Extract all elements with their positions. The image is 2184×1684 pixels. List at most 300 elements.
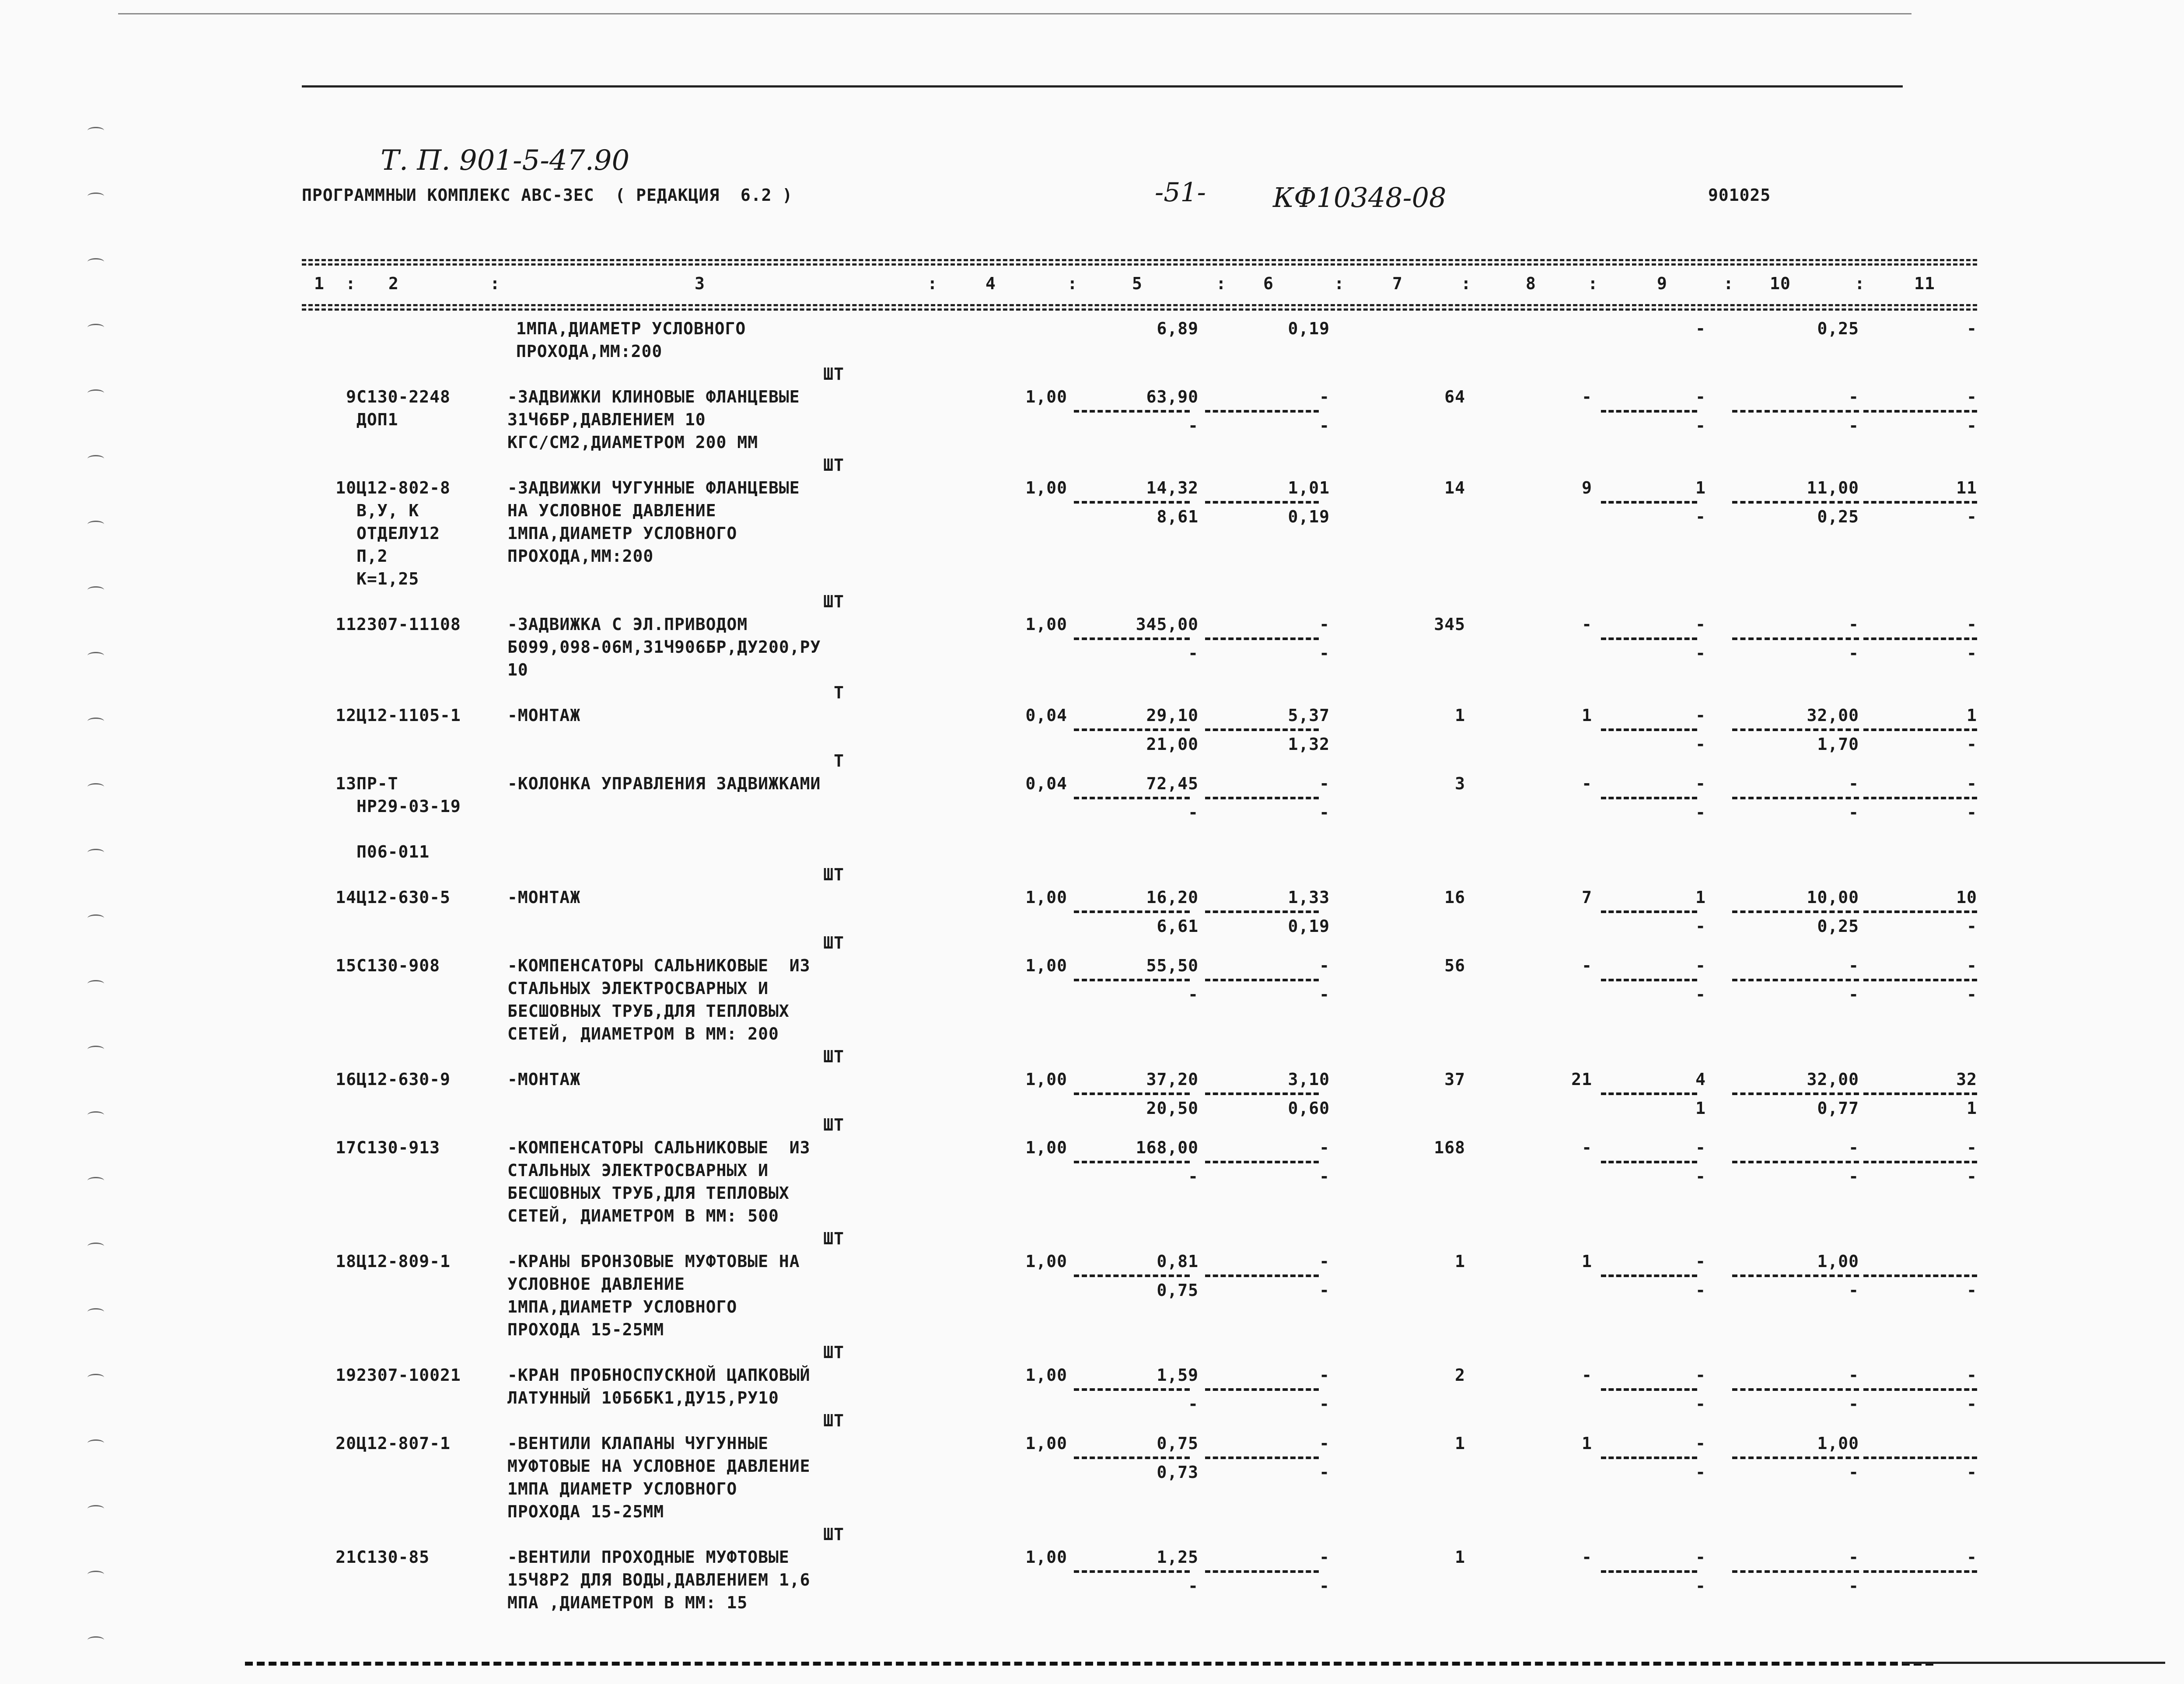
cell-c6-underline [1205, 1092, 1319, 1095]
cell-c10: 32,00 [1807, 1070, 1859, 1089]
cell-c9-underline [1601, 1570, 1697, 1573]
top-scan-line [118, 13, 1911, 14]
cell-c9-secondary: 1 [1695, 1099, 1706, 1118]
cell-c10-underline [1732, 979, 1859, 981]
cell-c10-secondary: - [1849, 1281, 1859, 1300]
cell-c6-secondary: - [1319, 985, 1330, 1004]
cell-c7: 2 [1455, 1365, 1465, 1385]
cell-c11-secondary: - [1967, 1167, 1977, 1186]
quantity: 1,00 [1025, 615, 1067, 634]
pricing-code: К=1,25 [356, 569, 419, 588]
cell-c8: 9 [1582, 478, 1592, 497]
cell-c6-underline [1205, 501, 1319, 504]
column-header-8: 8 [1526, 274, 1536, 293]
pricing-code: П,2 [356, 546, 388, 566]
cell-c6: - [1319, 1434, 1330, 1453]
item-name-line: -КОМПЕНСАТОРЫ САЛЬНИКОВЫЕ ИЗ [507, 1138, 811, 1157]
cell-c11-underline [1863, 910, 1977, 913]
item-name-line: СТАЛЬНЫХ ЭЛЕКТРОСВАРНЫХ И [507, 979, 769, 998]
cell-c5: 1,59 [1157, 1365, 1199, 1385]
cell-c11-secondary: - [1967, 985, 1977, 1004]
header-top-rule [302, 85, 1903, 88]
cell-c11: - [1967, 615, 1977, 634]
cell-c10-secondary: - [1849, 1576, 1859, 1596]
cell-c5-underline [1074, 1274, 1190, 1277]
cell-c6-secondary: 0,19 [1288, 319, 1330, 338]
binding-hole [87, 1111, 104, 1119]
cell-c8: 1 [1582, 1252, 1592, 1271]
table-header-bottom-rule [302, 304, 1977, 306]
item-name-line: -МОНТАЖ [507, 706, 581, 725]
cell-c9-secondary: - [1695, 1576, 1706, 1596]
program-title: ПРОГРАММНЫИ КОМПЛЕКС АВС-3ЕС ( РЕДАКЦИЯ 6.2 ) [302, 186, 793, 205]
cell-c6-underline [1205, 410, 1319, 413]
cell-c5-secondary: 0,75 [1157, 1281, 1199, 1300]
cell-c5: 37,20 [1146, 1070, 1199, 1089]
cell-c11-underline [1863, 728, 1977, 731]
item-name-line: СЕТЕЙ, ДИАМЕТРОМ В ММ: 500 [507, 1206, 779, 1225]
cell-c9-underline [1601, 1388, 1697, 1391]
item-name-line: 1МПА,ДИАМЕТР УСЛОВНОГО [507, 1297, 737, 1316]
binding-hole [87, 193, 104, 200]
cell-c7: 56 [1444, 956, 1465, 975]
cell-c8: - [1582, 1547, 1592, 1567]
pricing-code: НР29-03-19 [356, 797, 461, 816]
cell-c7: 168 [1434, 1138, 1465, 1157]
cell-c5-secondary: 8,61 [1157, 507, 1199, 526]
column-header-3: 3 [695, 274, 705, 293]
cell-c11-secondary: - [1967, 1463, 1977, 1482]
cell-c8: 7 [1582, 888, 1592, 907]
cell-c5: 63,90 [1146, 387, 1199, 406]
cell-c9: - [1695, 774, 1706, 793]
cell-c9-secondary: - [1695, 1281, 1706, 1300]
cell-c6-underline [1205, 1388, 1319, 1391]
cell-c5-secondary: - [1188, 416, 1199, 435]
cell-c11-secondary: - [1967, 416, 1977, 435]
continued-name-line: ПРОХОДА,ММ:200 [516, 342, 663, 361]
cell-c10-secondary: 1,70 [1817, 735, 1859, 754]
cell-c6: - [1319, 387, 1330, 406]
binding-hole [87, 914, 104, 922]
pricing-code: Ц12-809-1 [356, 1252, 451, 1271]
column-header-1: 1 [314, 274, 325, 293]
cell-c6-underline [1205, 910, 1319, 913]
cell-c6-secondary: - [1319, 644, 1330, 663]
pricing-code: ПР-Т [356, 774, 398, 793]
cell-c11-underline [1863, 1456, 1977, 1459]
column-header-7: 7 [1392, 274, 1403, 293]
pricing-code: С130-85 [356, 1547, 430, 1567]
item-name-line: ПРОХОДА,ММ:200 [507, 546, 654, 566]
item-name-line: -КРАНЫ БРОНЗОВЫЕ МУФТОВЫЕ НА [507, 1252, 800, 1271]
cell-c5-secondary: - [1188, 1394, 1199, 1414]
item-name-line: БЕСШОВНЫХ ТРУБ,ДЛЯ ТЕПЛОВЫХ [507, 1001, 790, 1021]
cell-c10: - [1849, 1365, 1859, 1385]
cell-c6: - [1319, 615, 1330, 634]
column-separator: : [1216, 274, 1227, 293]
cell-c10: - [1849, 956, 1859, 975]
cell-c6-underline [1205, 1570, 1319, 1573]
cell-c11: - [1967, 1138, 1977, 1157]
cell-c7: 1 [1455, 1252, 1465, 1271]
cell-c6: - [1319, 1252, 1330, 1271]
cell-c6: - [1319, 1365, 1330, 1385]
pricing-code: Ц12-630-5 [356, 888, 451, 907]
cell-c8: - [1582, 956, 1592, 975]
cell-c10: - [1849, 387, 1859, 406]
cell-c6: - [1319, 1138, 1330, 1157]
binding-hole [87, 455, 104, 462]
cell-c11-secondary: - [1967, 917, 1977, 936]
cell-c6-secondary: - [1319, 1463, 1330, 1482]
column-header-5: 5 [1132, 274, 1143, 293]
item-name-line: -ЗАДВИЖКИ КЛИНОВЫЕ ФЛАНЦЕВЫЕ [507, 387, 800, 406]
cell-c11: - [1967, 1365, 1977, 1385]
cell-c10-underline [1732, 1092, 1859, 1095]
quantity: 1,00 [1025, 956, 1067, 975]
sheet-code: КФ10348-08 [1273, 182, 1447, 214]
cell-c11: 1 [1967, 706, 1977, 725]
cell-c10: 10,00 [1807, 888, 1859, 907]
cell-c9-underline [1601, 410, 1697, 413]
cell-c10-secondary: - [1849, 1394, 1859, 1414]
cell-c9: 4 [1695, 1070, 1706, 1089]
item-name-line: 1МПА ДИАМЕТР УСЛОВНОГО [507, 1479, 737, 1498]
item-name-line: -ВЕНТИЛИ ПРОХОДНЫЕ МУФТОВЫЕ [507, 1547, 790, 1567]
cell-c5-underline [1074, 1388, 1190, 1391]
pricing-code: С130-913 [356, 1138, 440, 1157]
cell-c9-underline [1601, 797, 1697, 799]
cell-c10-underline [1732, 1570, 1859, 1573]
cell-c9-underline [1601, 637, 1697, 640]
unit-of-measure: Т [834, 683, 844, 702]
binding-hole [87, 1505, 104, 1512]
column-header-9: 9 [1657, 274, 1667, 293]
cell-c7: 37 [1444, 1070, 1465, 1089]
cell-c10-secondary: - [1849, 644, 1859, 663]
column-separator: : [1588, 274, 1598, 293]
cell-c6-underline [1205, 1274, 1319, 1277]
binding-hole [87, 1571, 104, 1578]
unit-of-measure: ШТ [823, 592, 844, 611]
cell-c5-underline [1074, 1161, 1190, 1163]
cell-c9: - [1695, 1547, 1706, 1567]
cell-c9: - [1695, 1138, 1706, 1157]
cell-c8: - [1582, 387, 1592, 406]
cell-c11-underline [1863, 637, 1977, 640]
cell-c6-secondary: - [1319, 1167, 1330, 1186]
cell-c5-secondary: - [1188, 1167, 1199, 1186]
quantity: 1,00 [1025, 1365, 1067, 1385]
cell-c10: 11,00 [1807, 478, 1859, 497]
unit-of-measure: ШТ [823, 1343, 844, 1362]
cell-c6-underline [1205, 797, 1319, 799]
cell-c11-secondary: 1 [1967, 1099, 1977, 1118]
cell-c6-secondary: 0,19 [1288, 507, 1330, 526]
cell-c7: 345 [1434, 615, 1465, 634]
binding-hole [87, 1177, 104, 1184]
cell-c11-underline [1863, 410, 1977, 413]
cell-c10: - [1849, 774, 1859, 793]
item-name-line: ПРОХОДА 15-25ММ [507, 1320, 664, 1339]
row-number: 15 [335, 956, 356, 975]
item-name-line: МПА ,ДИАМЕТРОМ В ММ: 15 [507, 1593, 748, 1612]
unit-of-measure: ШТ [823, 1229, 844, 1248]
cell-c6: 1,01 [1288, 478, 1330, 497]
cell-c9-secondary: - [1695, 416, 1706, 435]
item-name-line: КГС/СМ2,ДИАМЕТРОМ 200 ММ [507, 433, 758, 452]
cell-c7: 1 [1455, 706, 1465, 725]
row-number: 9 [346, 387, 356, 406]
cell-c10-underline [1732, 1161, 1859, 1163]
cell-c9-underline [1601, 910, 1697, 913]
pricing-code: С130-908 [356, 956, 440, 975]
cell-c10: - [1849, 1547, 1859, 1567]
cell-c11: - [1967, 774, 1977, 793]
binding-hole [87, 1636, 104, 1644]
unit-of-measure: ШТ [823, 1525, 844, 1544]
cell-c9-underline [1601, 1092, 1697, 1095]
cell-c5-underline [1074, 910, 1190, 913]
column-separator: : [1067, 274, 1078, 293]
cell-c5-underline [1074, 797, 1190, 799]
cell-c5: 72,45 [1146, 774, 1199, 793]
pricing-code: Ц12-802-8 [356, 478, 451, 497]
row-number: 12 [335, 706, 356, 725]
column-separator: : [1461, 274, 1471, 293]
cell-c10-underline [1732, 637, 1859, 640]
row-number: 10 [335, 478, 356, 497]
pricing-code: В,У, К [356, 501, 419, 520]
cell-c11-secondary: - [1967, 1394, 1977, 1414]
cell-c10-secondary: 0,25 [1817, 319, 1859, 338]
cell-c6-underline [1205, 728, 1319, 731]
cell-c9-underline [1601, 1456, 1697, 1459]
pricing-code: П06-011 [356, 842, 430, 861]
column-header-11: 11 [1914, 274, 1935, 293]
cell-c11-secondary: - [1967, 735, 1977, 754]
column-header-6: 6 [1263, 274, 1274, 293]
cell-c8: - [1582, 774, 1592, 793]
cell-c9: 1 [1695, 478, 1706, 497]
binding-hole [87, 586, 104, 594]
item-name-line: -ЗАДВИЖКА С ЭЛ.ПРИВОДОМ [507, 615, 748, 634]
cell-c8: 21 [1571, 1070, 1592, 1089]
row-number: 11 [335, 615, 356, 634]
quantity: 0,04 [1025, 706, 1067, 725]
cell-c10-secondary: - [1849, 1167, 1859, 1186]
cell-c5-secondary: - [1188, 985, 1199, 1004]
cell-c6-underline [1205, 1456, 1319, 1459]
item-name-line: СТАЛЬНЫХ ЭЛЕКТРОСВАРНЫХ И [507, 1161, 769, 1180]
cell-c6-underline [1205, 637, 1319, 640]
cell-c5: 168,00 [1136, 1138, 1199, 1157]
item-name-line: МУФТОВЫЕ НА УСЛОВНОЕ ДАВЛЕНИЕ [507, 1456, 811, 1476]
cell-c9: - [1695, 1252, 1706, 1271]
column-separator: : [346, 274, 356, 293]
cell-c10-underline [1732, 910, 1859, 913]
binding-hole [87, 718, 104, 725]
cell-c8: 1 [1582, 706, 1592, 725]
cell-c11-underline [1863, 979, 1977, 981]
cell-c10: - [1849, 615, 1859, 634]
unit-of-measure: ШТ [823, 865, 844, 884]
cell-c6-underline [1205, 979, 1319, 981]
pricing-code: ОТДЕЛУ12 [356, 524, 440, 543]
cell-c7: 1 [1455, 1547, 1465, 1567]
binding-hole [87, 849, 104, 856]
table-header-bottom-rule-2 [302, 308, 1977, 311]
cell-c5: 0,75 [1157, 1434, 1199, 1453]
row-number: 21 [335, 1547, 356, 1567]
cell-c10-secondary: - [1849, 1463, 1859, 1482]
cell-c11-underline [1863, 1570, 1977, 1573]
cell-c6-underline [1205, 1161, 1319, 1163]
cell-c5: 16,20 [1146, 888, 1199, 907]
item-name-line: -ЗАДВИЖКИ ЧУГУННЫЕ ФЛАНЦЕВЫЕ [507, 478, 800, 497]
quantity: 1,00 [1025, 1434, 1067, 1453]
cell-c6: 5,37 [1288, 706, 1330, 725]
pricing-code: ДОП1 [356, 410, 398, 429]
cell-c6: - [1319, 1547, 1330, 1567]
cell-c6: - [1319, 956, 1330, 975]
cell-c11: - [1967, 956, 1977, 975]
handwritten-project-number: Т. П. 901-5-47.90 [381, 144, 630, 177]
cell-c9-secondary: - [1695, 644, 1706, 663]
pricing-code: Ц12-807-1 [356, 1434, 451, 1453]
continued-name-line: 1МПА,ДИАМЕТР УСЛОВНОГО [516, 319, 746, 338]
unit-of-measure: ШТ [823, 933, 844, 952]
cell-c10-underline [1732, 410, 1859, 413]
cell-c5-underline [1074, 637, 1190, 640]
cell-c10-secondary: 0,25 [1817, 917, 1859, 936]
cell-c5-secondary: 0,73 [1157, 1463, 1199, 1482]
cell-c9-secondary: - [1695, 319, 1706, 338]
binding-hole [87, 980, 104, 987]
cell-c7: 14 [1444, 478, 1465, 497]
cell-c9-underline [1601, 1161, 1697, 1163]
cell-c9-underline [1601, 501, 1697, 504]
cell-c9-secondary: - [1695, 917, 1706, 936]
item-name-line: ПРОХОДА 15-25ММ [507, 1502, 664, 1521]
binding-hole [87, 652, 104, 659]
cell-c6-secondary: 0,60 [1288, 1099, 1330, 1118]
unit-of-measure: ШТ [823, 1115, 844, 1134]
page-number: -51- [1155, 177, 1206, 208]
cell-c11: - [1967, 1547, 1977, 1567]
cell-c9: - [1695, 706, 1706, 725]
row-number: 17 [335, 1138, 356, 1157]
cell-c5-secondary: - [1188, 803, 1199, 822]
cell-c9-secondary: - [1695, 1167, 1706, 1186]
cell-c9-underline [1601, 979, 1697, 981]
item-name-line: ЛАТУННЫЙ 10Б6БК1,ДУ15,РУ10 [507, 1388, 779, 1407]
cell-c8: - [1582, 1365, 1592, 1385]
row-number: 19 [335, 1365, 356, 1385]
item-name-line: -КОЛОНКА УПРАВЛЕНИЯ ЗАДВИЖКАМИ [507, 774, 821, 793]
item-name-line: -КОМПЕНСАТОРЫ САЛЬНИКОВЫЕ ИЗ [507, 956, 811, 975]
item-name-line: -КРАН ПРОБНОСПУСКНОЙ ЦАПКОВЫЙ [507, 1365, 811, 1385]
cell-c10-underline [1732, 1388, 1859, 1391]
cell-c5-secondary: 21,00 [1146, 735, 1199, 754]
unit-of-measure: ШТ [823, 1047, 844, 1066]
cell-c11-secondary: - [1967, 319, 1977, 338]
item-name-line: 10 [507, 660, 528, 679]
pricing-code: 2307-10021 [356, 1365, 461, 1385]
cell-c9-secondary: - [1695, 1394, 1706, 1414]
binding-hole [87, 258, 104, 266]
cell-c6: 3,10 [1288, 1070, 1330, 1089]
binding-hole [87, 1243, 104, 1250]
cell-c5: 345,00 [1136, 615, 1199, 634]
binding-hole [87, 1046, 104, 1053]
cell-c7: 64 [1444, 387, 1465, 406]
cell-c8: - [1582, 1138, 1592, 1157]
cell-c5-secondary: - [1188, 644, 1199, 663]
cell-c10-secondary: - [1849, 985, 1859, 1004]
binding-hole [87, 783, 104, 791]
cell-c5-secondary: 20,50 [1146, 1099, 1199, 1118]
cell-c9: 1 [1695, 888, 1706, 907]
quantity: 1,00 [1025, 1138, 1067, 1157]
cell-c10-underline [1732, 797, 1859, 799]
cell-c6-secondary: 1,32 [1288, 735, 1330, 754]
column-separator: : [1334, 274, 1345, 293]
cell-c6-secondary: - [1319, 803, 1330, 822]
column-separator: : [927, 274, 938, 293]
cell-c6-secondary: - [1319, 1394, 1330, 1414]
cell-c5-secondary: 6,61 [1157, 917, 1199, 936]
cell-c11-underline [1863, 1388, 1977, 1391]
item-name-line: 31Ч6БР,ДАВЛЕНИЕМ 10 [507, 410, 706, 429]
cell-c5-secondary: 6,89 [1157, 319, 1199, 338]
cell-c9-underline [1601, 728, 1697, 731]
table-header-top-rule-2 [302, 263, 1977, 266]
cell-c6-secondary: - [1319, 416, 1330, 435]
row-number: 16 [335, 1070, 356, 1089]
quantity: 1,00 [1025, 387, 1067, 406]
cell-c5: 29,10 [1146, 706, 1199, 725]
pricing-code: С130-2248 [356, 387, 451, 406]
cell-c10: - [1849, 1138, 1859, 1157]
row-number: 18 [335, 1252, 356, 1271]
cell-c10-underline [1732, 1456, 1859, 1459]
cell-c10-secondary: - [1849, 416, 1859, 435]
cell-c9: - [1695, 1434, 1706, 1453]
binding-hole [87, 1308, 104, 1316]
cell-c11: - [1967, 387, 1977, 406]
item-name-line: 1МПА,ДИАМЕТР УСЛОВНОГО [507, 524, 737, 543]
cell-c11-underline [1863, 501, 1977, 504]
document-number: 901025 [1708, 186, 1771, 205]
cell-c5-underline [1074, 410, 1190, 413]
cell-c11-secondary: - [1967, 803, 1977, 822]
binding-hole [87, 1439, 104, 1447]
cell-c9-secondary: - [1695, 985, 1706, 1004]
cell-c11: 11 [1956, 478, 1977, 497]
cell-c5-underline [1074, 501, 1190, 504]
cell-c5: 0,81 [1157, 1252, 1199, 1271]
row-number: 13 [335, 774, 356, 793]
quantity: 1,00 [1025, 1547, 1067, 1567]
cell-c10-secondary: 0,77 [1817, 1099, 1859, 1118]
quantity: 1,00 [1025, 1252, 1067, 1271]
cell-c11-secondary: - [1967, 507, 1977, 526]
cell-c10-secondary: 0,25 [1817, 507, 1859, 526]
cell-c9: - [1695, 615, 1706, 634]
cell-c11-underline [1863, 1274, 1977, 1277]
